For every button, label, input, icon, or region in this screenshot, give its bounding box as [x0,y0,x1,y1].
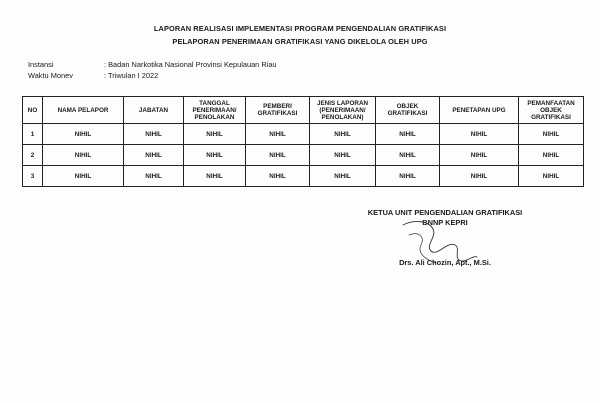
table-row [23,166,584,187]
table-cell: NIHIL [310,124,376,145]
table-cell: NIHIL [440,124,519,145]
table-cell: NIHIL [519,124,584,145]
meta-waktu-monev [28,71,158,80]
table-cell: NIHIL [519,166,584,187]
signatory-name: Drs. Ali Chozin, Apt., M.Si. [399,258,491,267]
table-cell: NIHIL [376,145,440,166]
header-penetapan-upg: PENETAPAN UPG [440,97,519,124]
header-jabatan: JABATAN [124,97,184,124]
header-no: NO [23,97,43,124]
table-cell: NIHIL [43,145,124,166]
instansi-label: Instansi [28,60,54,69]
table-cell: NIHIL [124,145,184,166]
table-cell: NIHIL [376,124,440,145]
table-cell: NIHIL [310,145,376,166]
table-cell: NIHIL [246,124,310,145]
header-jenis-laporan: JENIS LAPORAN (PENERIMAAN/ PENOLAKAN) [310,97,376,124]
waktu-monev-label: Waktu Monev [28,71,73,80]
header-objek: OBJEK GRATIFIKASI [376,97,440,124]
report-title-line2: PELAPORAN PENERIMAAN GRATIFIKASI YANG DIKELOLA OLEH UPG [172,37,428,46]
waktu-monev-value: : Triwulan I 2022 [104,71,159,80]
table-cell: NIHIL [246,145,310,166]
table-cell: NIHIL [43,166,124,187]
table-cell: NIHIL [43,124,124,145]
gratification-report-table [22,96,584,187]
header-nama-pelapor: NAMA PELAPOR [43,97,124,124]
table-cell: NIHIL [124,166,184,187]
table-cell: NIHIL [184,145,246,166]
header-tanggal: TANGGAL PENERIMAAN/ PENOLAKAN [184,97,246,124]
table-cell: 1 [23,124,43,145]
report-title-line1: LAPORAN REALISASI IMPLEMENTASI PROGRAM PENGENDALIAN GRATIFIKASI [153,24,447,33]
table-cell: NIHIL [519,145,584,166]
signature-title-line2: BNNP KEPRI [422,218,468,227]
signature-title-line1: KETUA UNIT PENGENDALIAN GRATIFIKASI [367,208,523,217]
instansi-value: : Badan Narkotika Nasional Provinsi Kepulauan Riau [104,60,277,69]
table-cell: NIHIL [246,166,310,187]
table-header-row [23,97,584,124]
table-cell: NIHIL [376,166,440,187]
table-cell: NIHIL [310,166,376,187]
header-pemanfaatan: PEMANFAATAN OBJEK GRATIFIKASI [519,97,584,124]
table-row [23,145,584,166]
table-row [23,124,584,145]
table-cell: NIHIL [124,124,184,145]
table-cell: 2 [23,145,43,166]
meta-instansi [28,60,277,69]
table-cell: NIHIL [440,145,519,166]
table-cell: NIHIL [184,124,246,145]
table-cell: NIHIL [440,166,519,187]
table-cell: 3 [23,166,43,187]
table-cell: NIHIL [184,166,246,187]
header-pemberi: PEMBERI GRATIFIKASI [246,97,310,124]
